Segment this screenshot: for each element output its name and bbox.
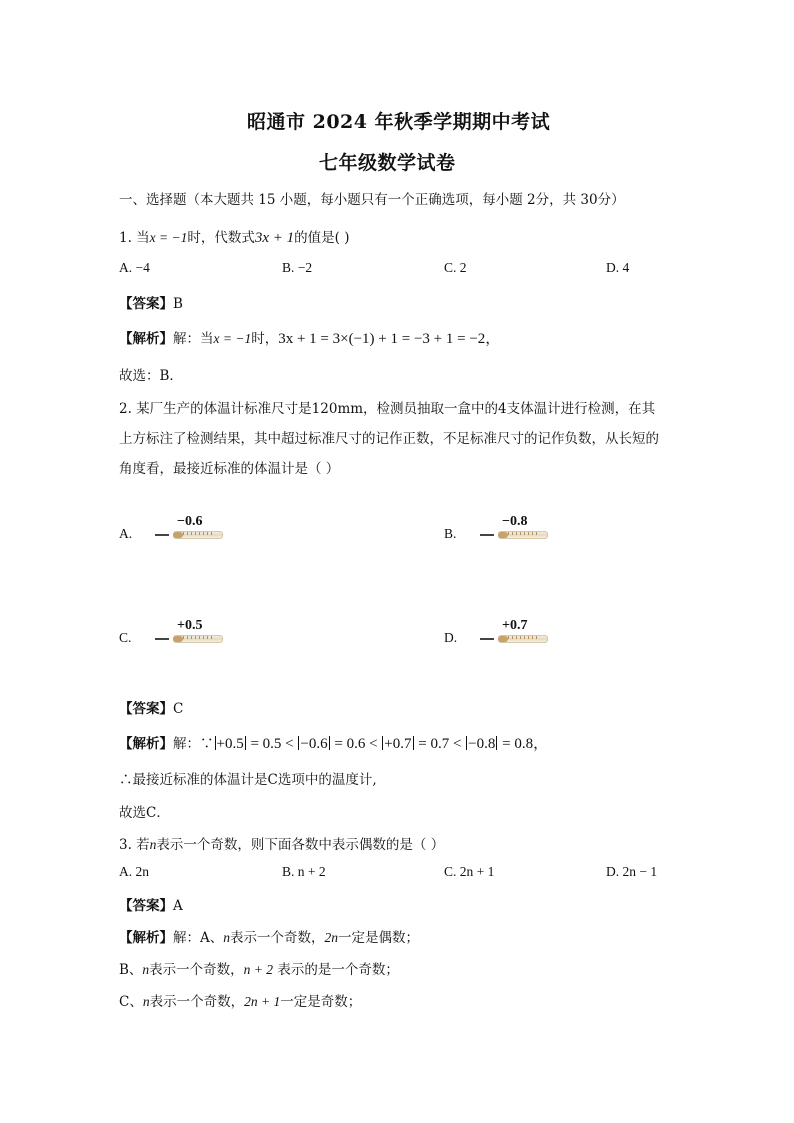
q2-eq-3: = 0.7 < [414, 736, 466, 752]
q3-option-d: D. 2n − 1 [606, 864, 658, 879]
q2-abs-1: +0.5 [216, 736, 244, 752]
q3-option-a: A. 2n [119, 864, 149, 879]
q1-expression: 3x + 1 [254, 230, 295, 246]
q1-analysis-a: 解：当 [173, 331, 214, 347]
q1-answer [119, 292, 183, 312]
q3-analysis-c [119, 990, 361, 1010]
q3-suffix: 表示一个奇数，则下面各数中表示偶数的是（ ） [156, 837, 445, 853]
q3-var: n [149, 837, 157, 852]
answer-tag: 【答案】 [119, 898, 173, 914]
answer-tag: 【答案】 [119, 296, 173, 312]
q3-c-mid: 表示一个奇数， [149, 994, 245, 1010]
q3-b-end: 表示的是一个奇数； [273, 962, 399, 978]
q2-conclusion: 故选C． [119, 805, 170, 821]
q3-analysis [119, 926, 419, 946]
q3-prefix: 3. 若 [119, 837, 150, 853]
q2-option-b-letter: B. [444, 526, 457, 541]
q1-mid: 时，代数式 [187, 230, 255, 246]
q2-thermometer-b [480, 514, 550, 544]
question-3 [119, 833, 444, 853]
q2-thermometer-d-value: +0.7 [502, 618, 528, 633]
q3-analysis-b [119, 958, 399, 978]
q2-thermometer-a [155, 514, 225, 544]
q2-analysis [119, 732, 548, 753]
q3-c-end: 一定是奇数； [280, 994, 362, 1010]
q2-answer-value: C [173, 701, 184, 717]
q3-a-mid: 表示一个奇数， [230, 930, 325, 946]
q2-line-1: 2. 某厂生产的体温计标准尺寸是120mm，检测员抽取一盒中的4支体温计进行检测，在其 [119, 401, 656, 417]
q3-option-b: B. n + 2 [282, 864, 326, 879]
q2-analysis-a: 解：∵ [173, 736, 214, 752]
q2-abs-3: +0.7 [384, 736, 412, 752]
q2-option-d-letter: D. [444, 630, 458, 645]
q1-conclusion: 故选：B． [119, 368, 183, 384]
q3-option-c: C. 2n + 1 [444, 864, 495, 879]
q1-analysis-b: 时， [251, 331, 279, 347]
q1-suffix: 的值是( ) [294, 230, 350, 246]
q3-a-end: 一定是偶数； [338, 930, 419, 946]
q3-analysis-a: 解：A、 [173, 930, 224, 946]
q2-option-a-letter: A. [119, 526, 133, 541]
q1-condition: x = −1 [149, 230, 188, 245]
exam-title: 昭通市 2024 年秋季学期期中考试 [247, 111, 551, 133]
analysis-tag: 【解析】 [119, 930, 173, 946]
q3-answer [119, 894, 183, 914]
q2-abs-4: −0.8 [468, 736, 496, 752]
q2-analysis-line-b: ∴最接近标准的体温计是C选项中的温度计, [119, 772, 377, 788]
q2-eq-4: = 0.8， [498, 736, 549, 752]
q2-line-3: 角度看，最接近标准的体温计是（ ） [119, 461, 340, 477]
q3-a-var: n [223, 930, 230, 945]
q2-option-c-letter: C. [119, 630, 132, 645]
q2-eq-2: = 0.6 < [330, 736, 382, 752]
q1-option-d: D. 4 [606, 260, 630, 275]
q3-answer-value: A [173, 898, 183, 914]
q2-thermometer-b-value: −0.8 [502, 514, 528, 529]
section-heading: 一、选择题（本大题共 15 小题，每小题只有一个正确选项，每小题 2分，共 30分） [119, 192, 625, 208]
q1-option-a: A. −4 [119, 260, 150, 275]
q2-answer [119, 697, 183, 717]
q2-thermometer-c-value: +0.5 [177, 618, 203, 633]
analysis-tag: 【解析】 [119, 331, 173, 347]
q3-b-expr: n + 2 [243, 962, 274, 977]
q2-eq-1: = 0.5 < [246, 736, 298, 752]
q2-thermometer-d [480, 618, 550, 648]
q1-answer-value: B [173, 296, 183, 312]
q1-option-c: C. 2 [444, 260, 467, 275]
q1-option-b: B. −2 [282, 260, 313, 275]
q1-analysis-cond: x = −1 [213, 331, 252, 346]
q3-c-pre: C、 [119, 994, 143, 1010]
q3-b-mid: 表示一个奇数， [149, 962, 244, 978]
question-1 [119, 226, 350, 247]
q3-a-expr: 2n [324, 930, 338, 945]
q2-abs-2: −0.6 [300, 736, 328, 752]
q2-thermometer-a-value: −0.6 [177, 514, 203, 529]
exam-subtitle: 七年级数学试卷 [319, 152, 456, 174]
q1-prefix: 1. 当 [119, 230, 150, 246]
q3-b-var: n [142, 962, 150, 977]
answer-tag: 【答案】 [119, 701, 173, 717]
q3-c-expr: 2n + 1 [244, 994, 281, 1009]
q2-line-2: 上方标注了检测结果，其中超过标准尺寸的记作正数，不足标准尺寸的记作负数，从长短的 [119, 431, 659, 447]
analysis-tag: 【解析】 [119, 736, 173, 752]
q2-thermometer-c [155, 618, 225, 648]
q3-c-var: n [142, 994, 150, 1009]
q3-b-pre: B、 [119, 962, 143, 978]
q1-analysis [119, 327, 500, 348]
q1-analysis-expr: 3x + 1 = 3×(−1) + 1 = −3 + 1 = −2， [278, 331, 501, 347]
